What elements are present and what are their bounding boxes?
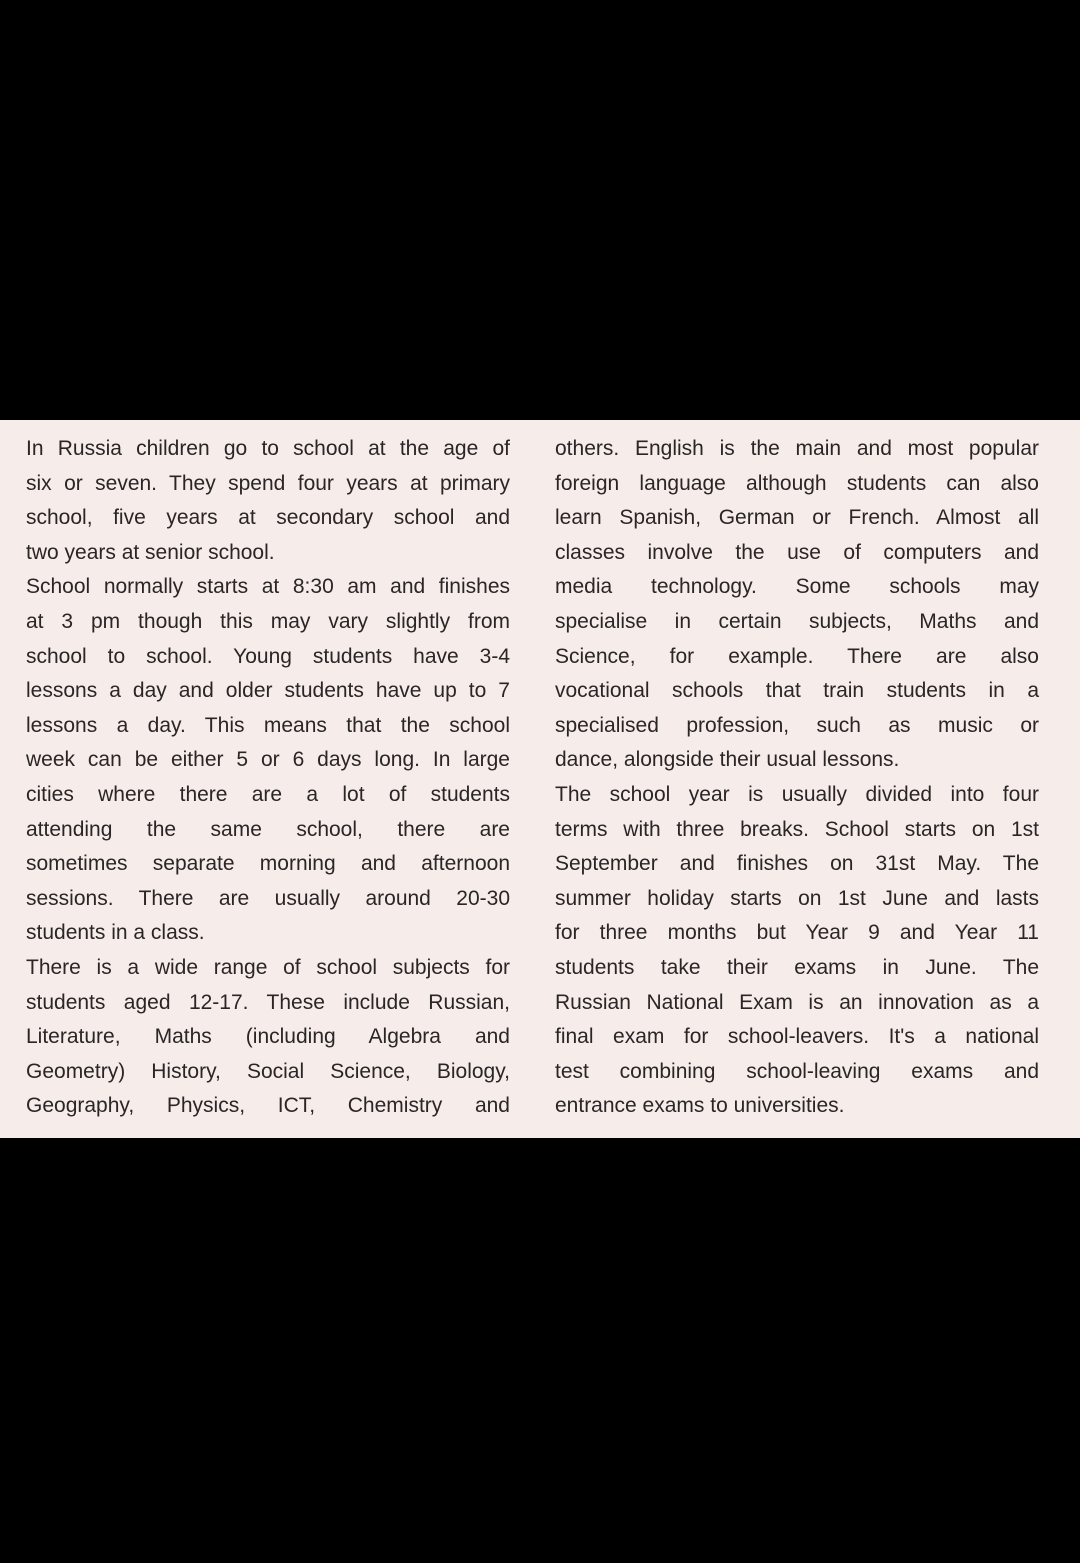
- text-line: Russian National Exam is an innovation as a: [555, 990, 1039, 1014]
- text-line: School normally starts at 8:30 am and finishes: [26, 575, 510, 599]
- text-line: for three months but Year 9 and Year 11: [555, 921, 1039, 945]
- text-line: attending the same school, there are: [26, 817, 510, 841]
- text-line: dance, alongside their usual lessons.: [555, 748, 900, 772]
- right-text-column: [555, 432, 1039, 1124]
- text-line: students take their exams in June. The: [555, 955, 1039, 979]
- text-line: Literature, Maths (including Algebra and: [26, 1025, 510, 1049]
- text-line: cities where there are a lot of students: [26, 782, 510, 806]
- text-line: terms with three breaks. School starts on 1st: [555, 817, 1039, 841]
- text-line: specialise in certain subjects, Maths and: [555, 609, 1039, 633]
- text-line: students in a class.: [26, 921, 205, 945]
- text-line: sessions. There are usually around 20-30: [26, 886, 510, 910]
- text-line: vocational schools that train students in a: [555, 679, 1039, 703]
- text-line: classes involve the use of computers and: [555, 540, 1039, 564]
- text-line: six or seven. They spend four years at primary: [26, 471, 510, 495]
- text-line: entrance exams to universities.: [555, 1094, 845, 1118]
- text-line: test combining school-leaving exams and: [555, 1059, 1039, 1083]
- text-line: two years at senior school.: [26, 540, 275, 564]
- text-line: Geography, Physics, ICT, Chemistry and: [26, 1094, 510, 1118]
- text-line: There is a wide range of school subjects for: [26, 955, 510, 979]
- text-line: summer holiday starts on 1st June and lasts: [555, 886, 1039, 910]
- text-line: In Russia children go to school at the age of: [26, 437, 510, 460]
- text-line: The school year is usually divided into four: [555, 782, 1039, 806]
- text-line: at 3 pm though this may vary slightly from: [26, 609, 510, 633]
- text-line: foreign language although students can also: [555, 471, 1039, 495]
- left-text-column: [26, 432, 510, 1124]
- text-line: Science, for example. There are also: [555, 644, 1039, 668]
- text-line: school, five years at secondary school and: [26, 506, 510, 530]
- text-line: Geometry) History, Social Science, Biology,: [26, 1059, 510, 1083]
- text-line: specialised profession, such as music or: [555, 713, 1039, 737]
- text-line: students aged 12-17. These include Russian,: [26, 990, 510, 1014]
- scanned-text-page: [0, 420, 1080, 1138]
- text-line: learn Spanish, German or French. Almost all: [555, 506, 1039, 530]
- text-line: final exam for school-leavers. It's a national: [555, 1025, 1039, 1049]
- text-line: September and finishes on 31st May. The: [555, 852, 1039, 876]
- text-line: week can be either 5 or 6 days long. In large: [26, 748, 510, 772]
- text-line: sometimes separate morning and afternoon: [26, 852, 510, 876]
- text-line: lessons a day and older students have up to 7: [26, 679, 510, 703]
- text-line: lessons a day. This means that the school: [26, 713, 510, 737]
- text-line: media technology. Some schools may: [555, 575, 1039, 599]
- text-line: school to school. Young students have 3-4: [26, 644, 510, 668]
- text-line: others. English is the main and most popular: [555, 437, 1039, 460]
